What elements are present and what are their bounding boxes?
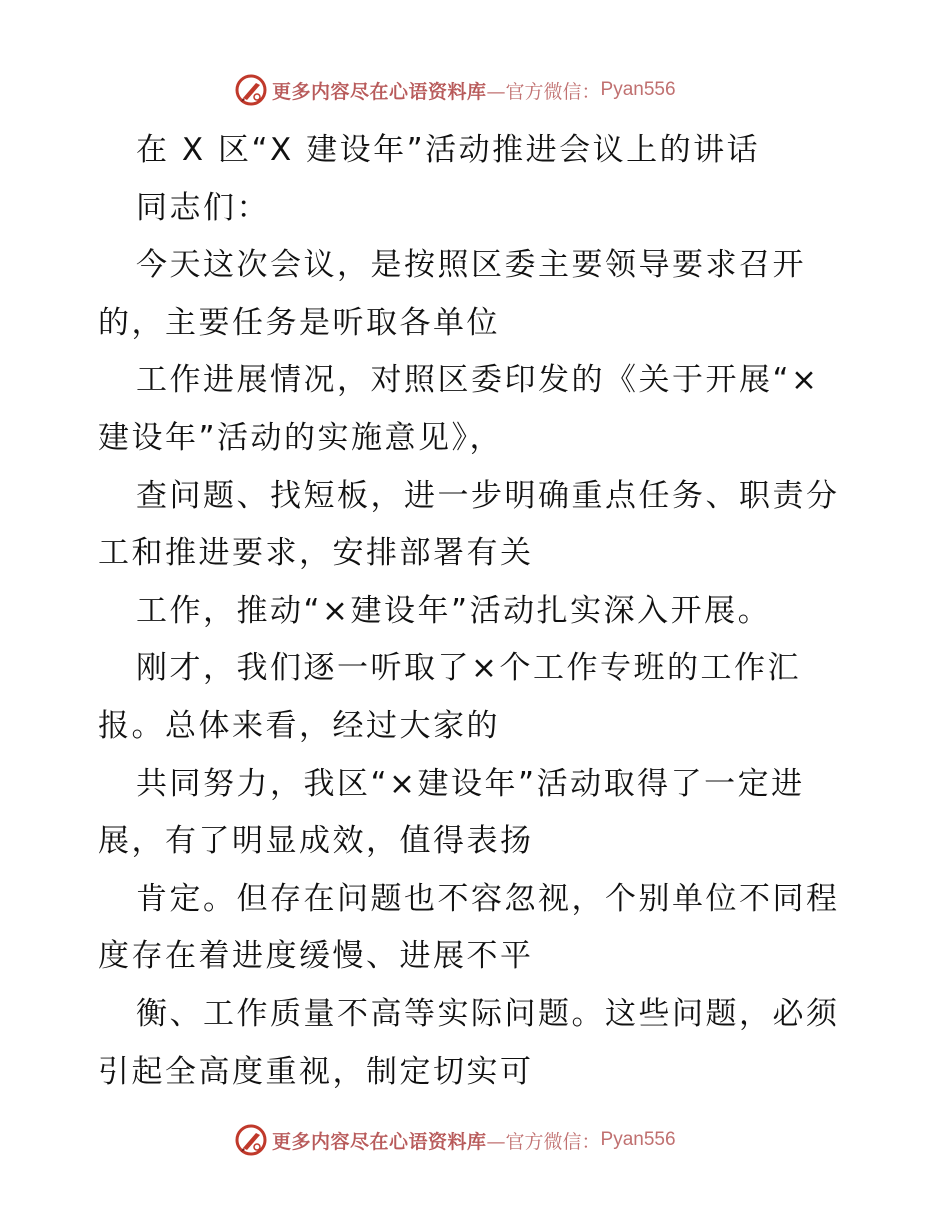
footer-banner[interactable] (234, 1123, 714, 1157)
quill-pen-logo-icon (234, 1123, 268, 1157)
paragraph-line: 工作，推动“×建设年”活动扎实深入开展。 (136, 592, 772, 629)
paragraph-line: 工作进展情况，对照区委印发的《关于开展“× (136, 362, 820, 399)
paragraph-line: 工和推进要求，安排部署有关 (98, 535, 534, 572)
document-title: 在 X 区“X 建设年”活动推进会议上的讲话 (136, 132, 761, 168)
document-body (98, 122, 868, 1101)
banner-brand-text: 更多内容尽在心语资料库 (272, 80, 487, 103)
banner-separator-text: —官方微信： (486, 1130, 601, 1153)
paragraph-line: 展，有了明显成效，值得表扬 (98, 823, 534, 860)
banner-wechat-id: Pyan556 (600, 79, 676, 100)
paragraph-line: 刚才，我们逐一听取了×个工作专班的工作汇 (136, 650, 801, 687)
paragraph-line: 衡、工作质量不高等实际问题。这些问题，必须 (136, 995, 840, 1032)
paragraph-line: 共同努力，我区“×建设年”活动取得了一定进 (136, 765, 805, 802)
banner-brand-text: 更多内容尽在心语资料库 (272, 1130, 487, 1153)
paragraph-line: 今天这次会议，是按照区委主要领导要求召开 (136, 247, 806, 284)
paragraph-line: 的，主要任务是听取各单位 (98, 304, 500, 341)
banner-wechat-id: Pyan556 (600, 1129, 676, 1150)
paragraph-line: 肯定。但存在问题也不容忽视，个别单位不同程 (136, 880, 840, 917)
paragraph-line: 度存在着进度缓慢、进展不平 (98, 938, 534, 975)
quill-pen-logo-icon (234, 73, 268, 107)
banner-separator-text: —官方微信： (486, 80, 601, 103)
paragraph-line: 报。总体来看，经过大家的 (98, 707, 500, 744)
paragraph-line: 引起全高度重视，制定切实可 (98, 1053, 534, 1090)
header-banner[interactable] (234, 73, 714, 107)
salutation: 同志们： (136, 189, 270, 226)
paragraph-line: 查问题、找短板，进一步明确重点任务、职责分 (136, 477, 840, 514)
paragraph-line: 建设年”活动的实施意见》， (98, 419, 504, 456)
